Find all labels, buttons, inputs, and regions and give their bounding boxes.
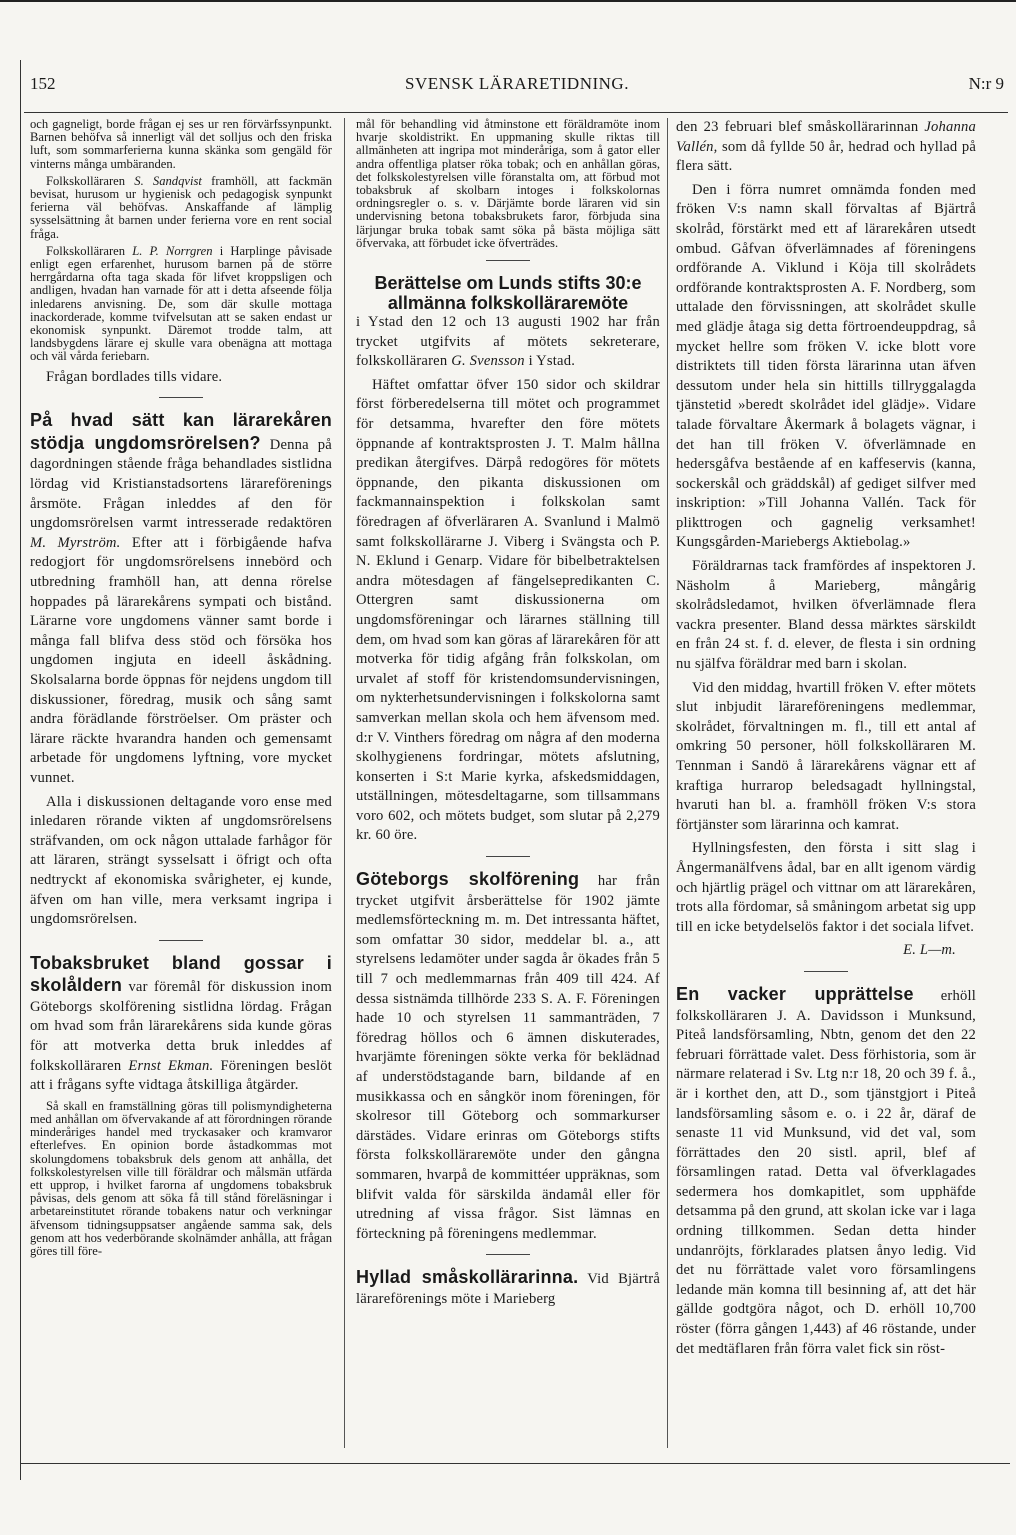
separator [159, 940, 203, 941]
page-number: 152 [30, 74, 56, 93]
paragraph: Frågan bordlades tills vidare. [46, 368, 223, 385]
article: Tobaksbruket bland gossar i skolåldern var föremål för diskussion inom Göteborgs skolförening sistlidna lördag. Frågan om hvad som från lärarekårens sida kunde göras för att motverka detta bruk inleddes af folkskolläraren Ernst Ekman. Föreningen beslöt att i frågans syfte vidtaga åtskilliga åtgärder. [30, 952, 332, 1094]
article-heading: En vacker upprättelse [676, 983, 914, 1004]
paragraph: Folkskolläraren S. Sandqvist framhöll, att fackmän bevisat, hurusom ur hygienisk och pedagogisk synpunkt ferierna väl behöfvas. Anskaffande af lämplig sysselsättning åt barnen under ferierna vore en rent social fråga. [30, 173, 332, 241]
paragraph: Folkskolläraren L. P. Norrgren i Harplinge påvisade enligt egen erfarenhet, hurusom barnen på de större herrgårdarna ofta taga skada för lifvet kroppsligen och andligen, hvadan han varnade för att i detta afseende följa inledarens anvisning. De, som där skulle mottaga inackorderade, komme tvifvelsutan att se saken endast ur ekonomisk synpunkt. Däremot trodde talm, att landsbygdens lärare ej skulle vara obenägna att mottaga och väl vårda feriebarn. [30, 243, 332, 364]
separator [486, 856, 530, 857]
paragraph: i Ystad den 12 och 13 augusti 1902 har från trycket utgifvits af mötets sekreterare, folkskolläraren G. Svensson i Ystad. [356, 314, 660, 370]
article-heading: Göteborgs skolförening [356, 869, 580, 890]
article: En vacker upprättelse erhöll folkskolläraren J. A. Davidsson i Munksund, Piteå landsförsamling, Nbtn, genom det den 22 februari förrättade valet. Dess förhistoria, som är närmare relaterad i Sv. Ltg n:r 18, 20 och 39 f. å., är i korthet den, att D., som tjänstgjort i Piteå landsförsamling såsom e. o. i 22 år, däraf de senaste 11 vid Munksund, vid det val, som förrättades den 20 sistl. april, blef af församlingen ratad. Detta val öfverklagades sedermera hos domkapitlet, som upphäfde detsamma på den grund, att skolan icke var i laga ordning tillkommen. Sedan detta hinder undanröjts, förklarades platsen ånyo ledig. Vid det nu förrättade valet voro församlingens ledande män komna till besinning af, att det här gällde godtgöra något, och D. erhöll 10,700 röster (förra gången 1,443) af 46 röstande, under det medtäflaren från förra valet fick sin röst- [676, 983, 976, 1357]
column-divider [667, 118, 668, 1448]
bottom-rule [20, 1463, 1010, 1464]
paragraph: mål för behandling vid åtminstone ett föräldramöte inom hvarje skoldistrikt. En uppmaning skulle riktas till allmänheten att ingripa mot minderåriga, som å gator eller andra offentliga platser röka tobak; och en anhållan göras, det folkskolestyrelsen ville föranstalta om, att förbud mot tobaksbruk af skolbarn intoges i folkskolornas ordningsregler o. s. v. Därjämte borde läraren vid sin undervisning betona tobaksbrukets faror, förbjuda sina lärjungar bruka tobak samt söka på bästa möjliga sätt öfvervaka, att förbudet icke öfverträdes. [356, 118, 660, 250]
left-margin-rule [20, 60, 21, 1480]
paragraph: Så skall en framställning göras till polismyndigheterna med anhållan om öfvervakande af att förordningen rörande minderåriges handel med tryckasaker och kramvaror efterlefves. En opinion borde åstadkommas mot skolungdomens tobaksbruk dels genom att anhålla, det folkskolestyrelsen ville till föräldrar och målsmän utfärda ett upprop, i hvilket farorna af ungdomens tobaksbruk påvisas, dels genom att söka få till stånd föreläsningar i arbetareinstitutet rörande tobakens natur och verkningar äfvensom tidningsuppsatser angående samma sak, dels genom att hos vederbörande skolnämder anhålla, att frågan göres till före- [30, 1098, 332, 1259]
article-heading: Tobaksbruket bland gossar i skolåldern [30, 952, 332, 996]
paragraph: Vid den middag, hvartill fröken V. efter mötets slut inbjudit lärareföreningens medlemmar, skolrådet, förvaltningen m. fl., till ett antal af omkring 50 personer, höll folkskolläraren M. Tennman i Sandö å lärarekårens vägnar ett af kraftiga hurrarop beledsagadt hyllningstal, hvaruti han bl. a. framhöll fröken V:s stora förtjänster som lärarinna och kamrat. [676, 679, 976, 833]
column-divider [344, 118, 345, 1448]
page-header [30, 74, 1004, 100]
article-heading: Berättelse om Lunds stifts 30:e allmänna folkskollärarемöte [374, 273, 642, 314]
article-heading: På hvad sätt kan lärarekåren stödja ungdomsrörelsen? [30, 410, 332, 453]
paragraph: Häftet omfattar öfver 150 sidor och skildrar först förberedelserna till mötet och programmet för detsamma, hvarefter den före mötets öppnande af kontraktsprosten J. T. Malm hållna predikan återgifves. Därpå redogöres för mötets öppnande, den pikanta diskussionen om fackmannainspektion i folkskolan samt föredragen af öfverläraren A. Svanlund i Malmö samt folkskollärarne J. Viberg i Svängsta och P. N. Eklund i Genarp. Vidare för bibelbetraktelsen andra mötesdagen af fängelsepredikanten C. Ottergren samt diskussionerna om ungdomsföreningar och lärarnes ställning till dem, om hvad som kan göras af lärarekåren för att motverka för tidig afgång från folkskolan, om urvalet af stoff för kristendomsundervisningen, om nykterhetsundervisningen i folkskolorna samt samverkan mellan skola och hem äfvensom med. d:r V. Vinthers föredrag om några af den moderna skolhygienens fordringar, mötets afslutning, konserten i S:t Marie kyrka, afskedsmiddagen, utställningen, mötesdeltagarne, som tillsammans voro 602, och mötets budget, som slutar på 2,279 kr. 60 öre. [356, 376, 660, 844]
paragraph: Alla i diskussionen deltagande voro ense med inledaren rörande vikten af ungdomsrörelsens sträfvanden, om ock någon uttalade farhågor för att läraren, strängt sysselsatt i öfrigt och ofta nedtryckt af ekonomiska svårigheter, ej kunde, äfven om han ville, mera verksamt ingripa i ungdomsrörelsen. [30, 793, 332, 928]
column-3 [676, 118, 976, 1458]
article-heading: Hyllad småskollärarinna. [356, 1267, 579, 1288]
separator [804, 971, 848, 972]
separator [486, 1254, 530, 1255]
top-rule [0, 0, 1016, 2]
issue-number: N:r 9 [968, 74, 1004, 93]
paragraph: Hyllningsfesten, den första i sitt slag i Ångermanälfvens ådal, bar en allt igenom värdig och hjärtlig prägel och vittnar om att lärarekåren, trots alla fördomar, så småningom arbetat sig upp till en icke betydelselös faktor i det sociala lifvet. [676, 840, 976, 935]
header-rule [24, 112, 1008, 113]
paragraph: den 23 februari blef småskollärarinnan Johanna Vallén, som då fyllde 50 år, hedrad och hyllad på flera sätt. [676, 119, 976, 175]
column-2 [356, 118, 660, 1458]
journal-title: SVENSK LÄRARETIDNING. [405, 74, 629, 93]
article: På hvad sätt kan lärarekåren stödja ungdomsrörelsen? Denna på dagordningen stående fråga behandlades sistlidna lördag vid Kristianstadsortens lärareförenings årsmöte. Frågan inleddes af den för ungdomsrörelsen varmt intresserade redaktören M. Myrström. Efter att i förbigående hafva redogjort för ungdomsrörelsens innebörd och utbredning framhöll han, att denna rörelse hoppades på lärarekårens sympati och bistånd. Lärarne vore ungdomens vänner samt borde i många fall blifva dess stöd och försöka hos ungdomen ingjuta en ideell åskådning. Skolsalarna borde öppnas för nejdens ungdom till diskussioner, föredrag, musik och sång samt andra förädlande förströelser. Om präster och lärare räckte hvarandra handen och gemensamt arbetade för ungdomens lyftning, vore mycket vunnet. [30, 410, 332, 786]
paragraph: Den i förra numret omnämda fonden med fröken V:s namn skall förvaltas af Bjärtrå skolråd, förstärkt med ett af lärarekåren utsedt ombud. Gåfvan öfverlämnades af föreningens ordförande A. Viklund i Köja till skolrådets ordförande kontraktsprosten A. F. Nordberg, som uttalade den förvissningen, att skolrådet skulle med glädje åtaga sig detta förtroendeuppdrag, så mycket hellre som fröken V. icke blott vore distriktets till tiden första lärarinna utan äfven dessutom under hela sin hittills tillryggalagda tjänstetid »beredt skolrådet idel glädje». Vidare talade förvaltare Åkermark å bolagets vägnar, i det han till fröken V. öfverlämnade en hedersgåfva bestående af en kaffeservis (kanna, sockerskål och gräddskål) af gediget silfver med inskription: »Till Johanna Vallén. Tack för plikttrogen och gagnelig verksamhet! Kungsgården-Mariebergs Aktiebolag.» [676, 181, 976, 551]
paragraph: och gagneligt, borde frågan ej ses ur ren förvärfssynpunkt. Barnen behöfva så innerligt väl det solljus och den friska luft, som sommarferierna kunna skänka som gengäld för vinterns många umbäranden. [30, 118, 332, 171]
column-1 [30, 118, 332, 1458]
article: Hyllad småskollärarinna. Vid Bjärtrå lärareförenings möte i Marieberg [356, 1267, 660, 1307]
separator [159, 397, 203, 398]
paragraph: Föräldrarnas tack framfördes af inspektoren J. Näsholm å Marieberg, mångårig skolrådsledamot, hvilken öfverlämnade flera vackra presenter. Bland dessa märktes särskildt en från 24 st. f. d. elever, de flesta i sin ordning nu själfva föräldrar med barn i skolan. [676, 558, 976, 673]
signature: E. L—m. [903, 942, 956, 959]
article: Göteborgs skolförening har från trycket utgifvit årsberättelse för 1902 jämte medlemsförteckning m. m. Det intressanta häftet, som omfattar 30 sidor, meddelar bl. a., att styrelsens ledamöter under sagda år ökades från 5 till 7 och medlemmarnas från 409 till 424. Af dessa sistnämda tillhörde 233 S. A. F. Föreningen hade 10 och styrelsen 11 sammanträden, 7 föredrag höllos och 6 ämnen diskuterades, hvarjämte föreningen sökte verka för beklädnad af understödstagande barn, bildande af en musikkassa och en sångkör inom föreningen, för skolresor till Göteborg och sommarkurser därstädes. Vidare erinras om Göteborgs stifts första folkskollärarемöte under den gångna sommaren, hvarpå de kommittéer uppräknas, som blifvit valda för särskilda ändamål eller för utredning af vissa frågor. Sist lämnas en förteckning på föreningens medlemmar. [356, 869, 660, 1242]
separator [486, 260, 530, 261]
